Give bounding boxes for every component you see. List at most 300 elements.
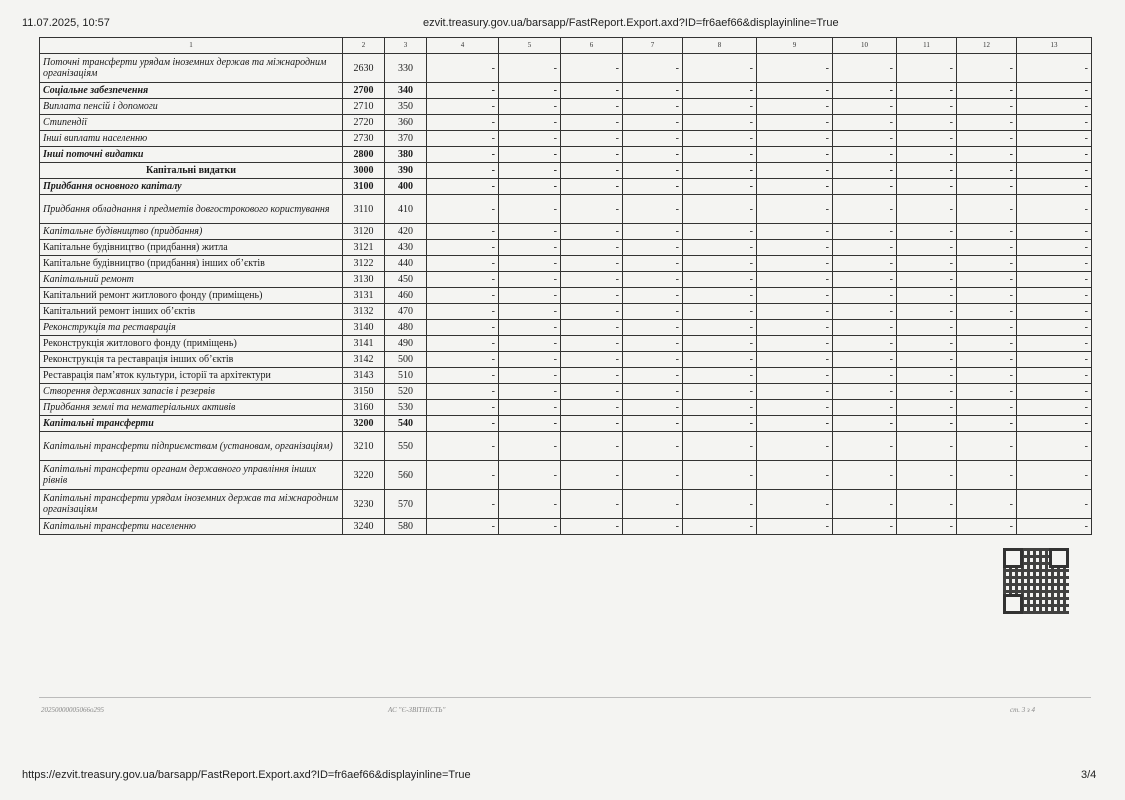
row-code: 490 xyxy=(385,336,427,352)
row-value: - xyxy=(897,400,957,416)
row-value: - xyxy=(427,131,499,147)
row-code: 390 xyxy=(385,163,427,179)
row-value: - xyxy=(1017,416,1092,432)
table-row xyxy=(40,384,1092,400)
row-kekv: 3230 xyxy=(343,490,385,519)
table-row xyxy=(40,490,1092,519)
row-value: - xyxy=(1017,115,1092,131)
row-value: - xyxy=(957,99,1017,115)
qr-code xyxy=(1003,548,1069,614)
row-value: - xyxy=(623,288,683,304)
row-value: - xyxy=(757,519,833,535)
row-name: Капітальні трансферти урядам іноземних держав та міжнародним організаціям xyxy=(40,490,343,519)
row-code: 380 xyxy=(385,147,427,163)
footer-divider xyxy=(39,697,1091,698)
row-value: - xyxy=(897,195,957,224)
row-value: - xyxy=(427,368,499,384)
row-value: - xyxy=(897,320,957,336)
row-value: - xyxy=(623,83,683,99)
row-value: - xyxy=(427,304,499,320)
row-value: - xyxy=(757,115,833,131)
row-name: Придбання основного капіталу xyxy=(40,179,343,195)
row-value: - xyxy=(757,224,833,240)
row-value: - xyxy=(957,163,1017,179)
row-value: - xyxy=(833,224,897,240)
page-of-small: ст. 3 з 4 xyxy=(1010,706,1035,714)
row-value: - xyxy=(897,352,957,368)
row-kekv: 2710 xyxy=(343,99,385,115)
row-kekv: 3220 xyxy=(343,461,385,490)
row-value: - xyxy=(427,224,499,240)
row-value: - xyxy=(623,195,683,224)
row-value: - xyxy=(683,400,757,416)
row-value: - xyxy=(957,272,1017,288)
table-row xyxy=(40,163,1092,179)
row-value: - xyxy=(957,256,1017,272)
col-header: 10 xyxy=(833,38,897,54)
col-header: 4 xyxy=(427,38,499,54)
col-header: 8 xyxy=(683,38,757,54)
row-value: - xyxy=(499,179,561,195)
row-value: - xyxy=(757,432,833,461)
row-value: - xyxy=(833,147,897,163)
row-value: - xyxy=(623,304,683,320)
row-name: Соціальне забезпечення xyxy=(40,83,343,99)
row-value: - xyxy=(757,400,833,416)
row-value: - xyxy=(1017,54,1092,83)
row-name: Капітальне будівництво (придбання) xyxy=(40,224,343,240)
row-name: Капітальні трансферти населенню xyxy=(40,519,343,535)
row-value: - xyxy=(833,179,897,195)
row-value: - xyxy=(427,83,499,99)
row-value: - xyxy=(623,163,683,179)
row-kekv: 3000 xyxy=(343,163,385,179)
row-value: - xyxy=(957,288,1017,304)
table-row xyxy=(40,147,1092,163)
row-kekv: 2800 xyxy=(343,147,385,163)
row-code: 350 xyxy=(385,99,427,115)
row-value: - xyxy=(833,352,897,368)
row-value: - xyxy=(623,490,683,519)
row-code: 560 xyxy=(385,461,427,490)
table-row xyxy=(40,195,1092,224)
row-name: Капітальні трансферти органам державного управління інших рівнів xyxy=(40,461,343,490)
row-name: Реставрація пам’яток культури, історії та архітектури xyxy=(40,368,343,384)
col-header: 5 xyxy=(499,38,561,54)
table-row xyxy=(40,400,1092,416)
table-row xyxy=(40,256,1092,272)
col-header: 6 xyxy=(561,38,623,54)
row-name: Реконструкція та реставрація xyxy=(40,320,343,336)
row-value: - xyxy=(427,490,499,519)
row-value: - xyxy=(623,256,683,272)
row-value: - xyxy=(757,99,833,115)
row-value: - xyxy=(757,54,833,83)
row-code: 340 xyxy=(385,83,427,99)
row-value: - xyxy=(897,432,957,461)
table-row xyxy=(40,272,1092,288)
row-value: - xyxy=(561,256,623,272)
row-value: - xyxy=(833,461,897,490)
row-value: - xyxy=(427,384,499,400)
row-value: - xyxy=(561,416,623,432)
row-value: - xyxy=(757,320,833,336)
row-value: - xyxy=(427,336,499,352)
row-value: - xyxy=(427,272,499,288)
row-value: - xyxy=(623,400,683,416)
row-value: - xyxy=(427,115,499,131)
row-value: - xyxy=(957,432,1017,461)
row-value: - xyxy=(957,519,1017,535)
row-value: - xyxy=(957,336,1017,352)
row-value: - xyxy=(957,54,1017,83)
row-value: - xyxy=(499,272,561,288)
row-name: Реконструкція житлового фонду (приміщень) xyxy=(40,336,343,352)
row-value: - xyxy=(561,195,623,224)
row-value: - xyxy=(683,320,757,336)
row-value: - xyxy=(427,163,499,179)
row-kekv: 3132 xyxy=(343,304,385,320)
table-row xyxy=(40,240,1092,256)
row-value: - xyxy=(683,240,757,256)
row-value: - xyxy=(499,432,561,461)
row-value: - xyxy=(683,432,757,461)
row-value: - xyxy=(683,490,757,519)
row-kekv: 3100 xyxy=(343,179,385,195)
row-name: Капітальні трансферти підприємствам (установам, організаціям) xyxy=(40,432,343,461)
row-code: 530 xyxy=(385,400,427,416)
row-value: - xyxy=(499,240,561,256)
row-name: Капітальне будівництво (придбання) житла xyxy=(40,240,343,256)
row-value: - xyxy=(499,461,561,490)
row-value: - xyxy=(833,490,897,519)
row-value: - xyxy=(561,147,623,163)
col-header: 12 xyxy=(957,38,1017,54)
row-name: Стипендії xyxy=(40,115,343,131)
row-value: - xyxy=(757,304,833,320)
row-value: - xyxy=(623,519,683,535)
row-value: - xyxy=(683,179,757,195)
row-kekv: 3121 xyxy=(343,240,385,256)
print-footer-url: https://ezvit.treasury.gov.ua/barsapp/FastReport.Export.axd?ID=fr6aef66&displayinline=True xyxy=(22,769,471,781)
row-value: - xyxy=(757,256,833,272)
row-value: - xyxy=(897,179,957,195)
row-value: - xyxy=(623,179,683,195)
row-code: 500 xyxy=(385,352,427,368)
row-value: - xyxy=(957,461,1017,490)
row-value: - xyxy=(957,224,1017,240)
row-value: - xyxy=(561,224,623,240)
row-value: - xyxy=(427,320,499,336)
row-value: - xyxy=(757,352,833,368)
row-value: - xyxy=(561,304,623,320)
row-value: - xyxy=(897,54,957,83)
row-value: - xyxy=(683,272,757,288)
row-code: 440 xyxy=(385,256,427,272)
row-value: - xyxy=(683,131,757,147)
row-value: - xyxy=(897,115,957,131)
row-value: - xyxy=(683,115,757,131)
row-code: 410 xyxy=(385,195,427,224)
row-value: - xyxy=(499,131,561,147)
row-value: - xyxy=(833,432,897,461)
row-value: - xyxy=(757,384,833,400)
print-datetime: 11.07.2025, 10:57 xyxy=(22,17,110,29)
row-code: 550 xyxy=(385,432,427,461)
row-value: - xyxy=(957,384,1017,400)
row-value: - xyxy=(623,352,683,368)
row-value: - xyxy=(561,368,623,384)
row-value: - xyxy=(499,352,561,368)
row-value: - xyxy=(561,131,623,147)
row-value: - xyxy=(833,368,897,384)
row-value: - xyxy=(499,490,561,519)
row-kekv: 3120 xyxy=(343,224,385,240)
col-header: 13 xyxy=(1017,38,1092,54)
row-value: - xyxy=(623,416,683,432)
row-value: - xyxy=(957,304,1017,320)
row-value: - xyxy=(897,416,957,432)
row-kekv: 3110 xyxy=(343,195,385,224)
row-value: - xyxy=(427,147,499,163)
row-value: - xyxy=(427,352,499,368)
row-value: - xyxy=(683,83,757,99)
row-value: - xyxy=(683,147,757,163)
row-value: - xyxy=(561,179,623,195)
row-value: - xyxy=(957,490,1017,519)
table-row xyxy=(40,83,1092,99)
row-value: - xyxy=(623,368,683,384)
document-id: 20250000005066о295 xyxy=(41,706,104,714)
row-value: - xyxy=(427,54,499,83)
row-value: - xyxy=(1017,384,1092,400)
row-code: 370 xyxy=(385,131,427,147)
row-value: - xyxy=(499,54,561,83)
row-value: - xyxy=(757,490,833,519)
row-value: - xyxy=(561,461,623,490)
row-value: - xyxy=(757,272,833,288)
row-value: - xyxy=(897,304,957,320)
table-row xyxy=(40,432,1092,461)
row-value: - xyxy=(499,288,561,304)
row-value: - xyxy=(957,131,1017,147)
row-kekv: 3240 xyxy=(343,519,385,535)
print-header-url: ezvit.treasury.gov.ua/barsapp/FastReport.Export.axd?ID=fr6aef66&displayinline=True xyxy=(423,17,839,29)
row-value: - xyxy=(623,147,683,163)
row-value: - xyxy=(623,99,683,115)
row-code: 330 xyxy=(385,54,427,83)
row-value: - xyxy=(1017,288,1092,304)
row-value: - xyxy=(757,368,833,384)
row-value: - xyxy=(683,368,757,384)
row-value: - xyxy=(499,99,561,115)
col-header: 11 xyxy=(897,38,957,54)
row-value: - xyxy=(897,131,957,147)
row-value: - xyxy=(561,519,623,535)
row-name: Капітальний ремонт житлового фонду (приміщень) xyxy=(40,288,343,304)
row-value: - xyxy=(623,115,683,131)
row-name: Капітальний ремонт інших об’єктів xyxy=(40,304,343,320)
row-value: - xyxy=(561,54,623,83)
row-name: Виплата пенсій і допомоги xyxy=(40,99,343,115)
row-kekv: 2720 xyxy=(343,115,385,131)
row-name: Капітальні видатки xyxy=(40,163,343,179)
table-row xyxy=(40,224,1092,240)
row-kekv: 3142 xyxy=(343,352,385,368)
row-name: Капітальне будівництво (придбання) інших об’єктів xyxy=(40,256,343,272)
row-value: - xyxy=(897,99,957,115)
row-value: - xyxy=(757,336,833,352)
row-value: - xyxy=(897,83,957,99)
row-value: - xyxy=(897,461,957,490)
row-kekv: 3141 xyxy=(343,336,385,352)
row-value: - xyxy=(957,352,1017,368)
row-value: - xyxy=(957,179,1017,195)
row-value: - xyxy=(1017,400,1092,416)
table-row xyxy=(40,352,1092,368)
row-kekv: 2700 xyxy=(343,83,385,99)
row-kekv: 3210 xyxy=(343,432,385,461)
row-value: - xyxy=(499,115,561,131)
row-value: - xyxy=(833,519,897,535)
row-value: - xyxy=(499,256,561,272)
table-row xyxy=(40,179,1092,195)
row-value: - xyxy=(683,416,757,432)
table-row xyxy=(40,368,1092,384)
col-header: 9 xyxy=(757,38,833,54)
table-row xyxy=(40,288,1092,304)
row-value: - xyxy=(757,131,833,147)
row-name: Створення державних запасів і резервів xyxy=(40,384,343,400)
row-value: - xyxy=(757,240,833,256)
row-value: - xyxy=(897,490,957,519)
row-value: - xyxy=(499,368,561,384)
row-value: - xyxy=(757,195,833,224)
row-kekv: 2630 xyxy=(343,54,385,83)
row-name: Придбання землі та нематеріальних активів xyxy=(40,400,343,416)
row-value: - xyxy=(499,195,561,224)
row-value: - xyxy=(683,384,757,400)
row-value: - xyxy=(683,304,757,320)
col-header: 2 xyxy=(343,38,385,54)
row-value: - xyxy=(897,519,957,535)
system-name: АС "Є-ЗВІТНІСТЬ" xyxy=(388,706,446,714)
row-value: - xyxy=(957,83,1017,99)
row-value: - xyxy=(757,147,833,163)
row-value: - xyxy=(1017,147,1092,163)
row-value: - xyxy=(833,163,897,179)
row-value: - xyxy=(897,163,957,179)
row-value: - xyxy=(1017,432,1092,461)
row-value: - xyxy=(897,272,957,288)
row-value: - xyxy=(499,336,561,352)
table-row xyxy=(40,115,1092,131)
row-value: - xyxy=(957,240,1017,256)
column-header-row xyxy=(40,38,1092,54)
row-value: - xyxy=(897,384,957,400)
row-value: - xyxy=(623,131,683,147)
table-row xyxy=(40,519,1092,535)
row-value: - xyxy=(833,115,897,131)
row-value: - xyxy=(1017,352,1092,368)
row-value: - xyxy=(561,115,623,131)
table-row xyxy=(40,131,1092,147)
row-value: - xyxy=(833,400,897,416)
row-value: - xyxy=(833,240,897,256)
row-value: - xyxy=(427,461,499,490)
row-value: - xyxy=(427,416,499,432)
table-row xyxy=(40,304,1092,320)
row-value: - xyxy=(833,336,897,352)
row-value: - xyxy=(427,99,499,115)
col-header: 1 xyxy=(40,38,343,54)
row-value: - xyxy=(957,320,1017,336)
row-value: - xyxy=(683,352,757,368)
row-value: - xyxy=(561,83,623,99)
row-kekv: 3143 xyxy=(343,368,385,384)
row-value: - xyxy=(833,83,897,99)
table-row xyxy=(40,54,1092,83)
row-kekv: 3160 xyxy=(343,400,385,416)
row-value: - xyxy=(833,256,897,272)
row-value: - xyxy=(1017,304,1092,320)
row-value: - xyxy=(499,416,561,432)
row-value: - xyxy=(757,288,833,304)
row-value: - xyxy=(897,256,957,272)
row-value: - xyxy=(427,400,499,416)
row-value: - xyxy=(561,432,623,461)
row-value: - xyxy=(957,115,1017,131)
row-value: - xyxy=(561,288,623,304)
col-header: 7 xyxy=(623,38,683,54)
row-value: - xyxy=(897,147,957,163)
row-value: - xyxy=(427,179,499,195)
row-code: 360 xyxy=(385,115,427,131)
row-value: - xyxy=(561,490,623,519)
row-value: - xyxy=(1017,320,1092,336)
table-row xyxy=(40,336,1092,352)
row-value: - xyxy=(897,336,957,352)
report-table xyxy=(39,37,1092,535)
row-value: - xyxy=(1017,461,1092,490)
row-code: 470 xyxy=(385,304,427,320)
row-value: - xyxy=(833,272,897,288)
col-header: 3 xyxy=(385,38,427,54)
row-value: - xyxy=(833,384,897,400)
row-name: Капітальний ремонт xyxy=(40,272,343,288)
row-value: - xyxy=(757,163,833,179)
row-value: - xyxy=(623,336,683,352)
row-value: - xyxy=(683,336,757,352)
row-value: - xyxy=(499,224,561,240)
row-kekv: 3122 xyxy=(343,256,385,272)
row-kekv: 2730 xyxy=(343,131,385,147)
row-value: - xyxy=(499,304,561,320)
table-row xyxy=(40,416,1092,432)
row-code: 420 xyxy=(385,224,427,240)
row-value: - xyxy=(833,416,897,432)
row-value: - xyxy=(427,432,499,461)
row-value: - xyxy=(897,368,957,384)
row-kekv: 3200 xyxy=(343,416,385,432)
row-value: - xyxy=(1017,179,1092,195)
row-value: - xyxy=(1017,131,1092,147)
page-number: 3/4 xyxy=(1081,769,1097,781)
row-name: Інші виплати населенню xyxy=(40,131,343,147)
row-name: Інші поточні видатки xyxy=(40,147,343,163)
row-value: - xyxy=(561,336,623,352)
table-row xyxy=(40,99,1092,115)
